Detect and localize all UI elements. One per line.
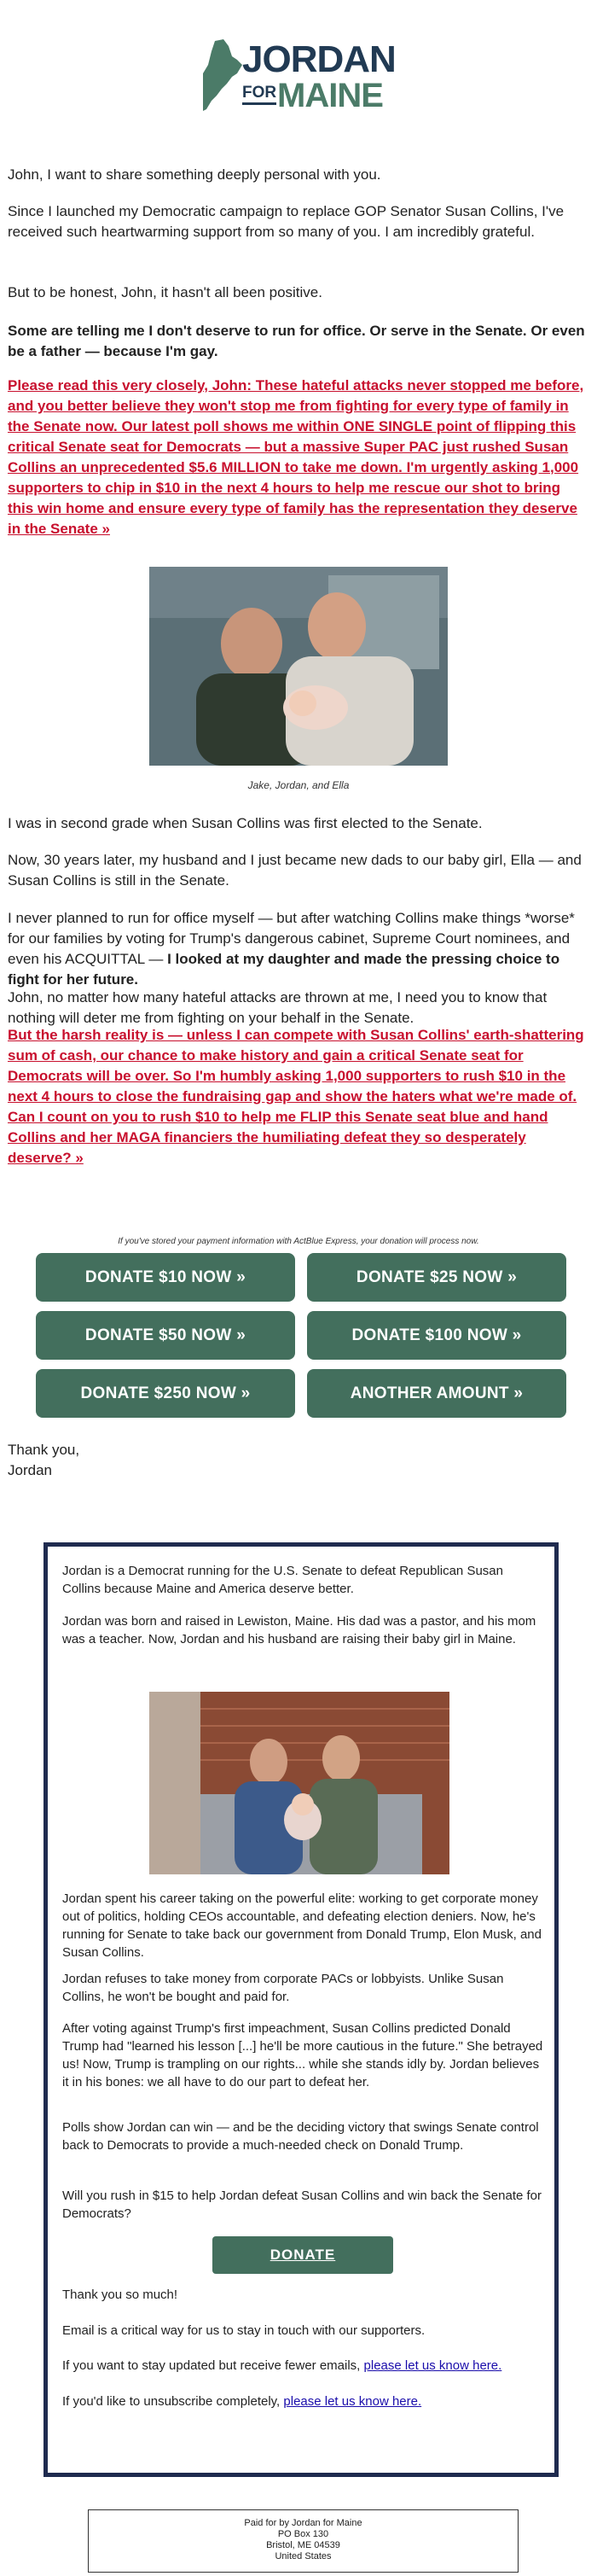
intro-greeting: John, I want to share something deeply personal with you. xyxy=(8,166,381,183)
body-paragraph-8-bold: I looked at my daughter and made the pressing choice to fight for her future. xyxy=(8,951,560,988)
signoff-thanks: Thank you, xyxy=(8,1442,80,1458)
paid-for-line-2: PO Box 130 xyxy=(277,2529,329,2539)
logo-maine: MAINE xyxy=(277,77,383,114)
about-paragraph-7: Will you rush in $15 to help Jordan defeat Susan Collins and win back the Senate for Democrats? xyxy=(62,2188,542,2221)
intro-cta-paragraph xyxy=(8,376,589,539)
about-thanks: Thank you so much! xyxy=(62,2288,178,2302)
fewer-emails-note xyxy=(62,2357,545,2375)
body-cta-link[interactable]: But the harsh reality is — unless I can compete with Susan Collins' earth-shattering sum of cash, our chance to make history and gain a critical Senate seat for Democrats will be over. So I'm humbly asking 1,000 supporters to rush $10 in the next 4 hours to close the fundraising gap and show the haters what we're made of. Can I count on you to rush $10 to help me FLIP this Senate seat blue and hand Collins and her MAGA financiers the humiliating defeat they so desperately deserve? » xyxy=(8,1027,584,1166)
about-email-note: Email is a critical way for us to stay in touch with our supporters. xyxy=(62,2323,426,2338)
unsubscribe-link[interactable]: please let us know here. xyxy=(283,2394,422,2409)
paid-for-line-1: Paid for by Jordan for Maine xyxy=(244,2518,362,2528)
about-paragraph-4: Jordan refuses to take money from corporate PACs or lobbyists. Unlike Susan Collins, he won't be bought and paid for. xyxy=(62,1972,504,2004)
donate-250-button[interactable]: DONATE $250 NOW » xyxy=(36,1369,295,1418)
intro-paragraph-3: But to be honest, John, it hasn't all been positive. xyxy=(8,284,322,300)
donate-button[interactable]: DONATE xyxy=(212,2236,393,2274)
logo-jordan: JORDAN xyxy=(242,38,396,80)
fewer-emails-link[interactable]: please let us know here. xyxy=(363,2358,502,2373)
body-cta-paragraph xyxy=(8,1025,589,1169)
body-paragraph-8 xyxy=(8,908,589,990)
about-paragraph-6: Polls show Jordan can win — and be the deciding victory that swings Senate control back to Democrats to provide a much-needed check on Donald Trump. xyxy=(62,2120,539,2153)
donate-50-button[interactable]: DONATE $50 NOW » xyxy=(36,1311,295,1360)
family-photo-2 xyxy=(149,1692,449,1874)
paid-for-line-4: United States xyxy=(275,2551,332,2561)
body-paragraph-8-text: I never planned to run for office myself — but after watching Collins make things *worse* for our families by voting for Trump's dangerous cabinet, Supreme Court nominees, and even his ACQUITTAL — xyxy=(8,910,575,967)
fewer-emails-text: If you want to stay updated but receive fewer emails, xyxy=(62,2358,364,2373)
photo-caption: Jake, Jordan, and Ella xyxy=(247,779,350,791)
about-paragraph-1: Jordan is a Democrat running for the U.S. Senate to defeat Republican Susan Collins because Maine and America deserve better. xyxy=(62,1564,503,1596)
donate-10-button[interactable]: DONATE $10 NOW » xyxy=(36,1253,295,1302)
intro-paragraph-2: Since I launched my Democratic campaign to replace GOP Senator Susan Collins, I've received such heartwarming support from so many of you. I am incredibly grateful. xyxy=(8,203,565,240)
actblue-note: If you've stored your payment information with ActBlue Express, your donation will process now. xyxy=(118,1237,479,1246)
donate-100-button[interactable]: DONATE $100 NOW » xyxy=(307,1311,566,1360)
paid-for-box xyxy=(88,2509,519,2573)
donate-25-button[interactable]: DONATE $25 NOW » xyxy=(307,1253,566,1302)
body-paragraph-9: John, no matter how many hateful attacks are thrown at me, I need you to know that nothing will deter me from fighting on your behalf in the Senate. xyxy=(8,989,548,1026)
unsubscribe-note xyxy=(62,2392,545,2410)
about-paragraph-3: Jordan spent his career taking on the powerful elite: working to get corporate money out of politics, holding CEOs accountable, and defeating election deniers. Now, he's running for Senate to take back our government from Donald Trump, Elon Musk, and Susan Collins. xyxy=(62,1891,542,1960)
about-paragraph-2: Jordan was born and raised in Lewiston, Maine. His dad was a pastor, and his mom was a teacher. Now, Jordan and his husband are raising their baby girl in Maine. xyxy=(62,1614,536,1646)
maine-state-icon xyxy=(203,39,242,113)
another-amount-button[interactable]: ANOTHER AMOUNT » xyxy=(307,1369,566,1418)
intro-cta-link[interactable]: Please read this very closely, John: These hateful attacks never stopped me before, and you better believe they won't stop me from fighting for every type of family in the Senate now. Our latest poll shows me within ONE SINGLE point of flipping this critical Senate seat for Democrats — but a massive Super PAC just rushed Susan Collins an unprecedented $5.6 MILLION to take me down. I'm urgently asking 1,000 supporters to chip in $10 in the next 4 hours to help me rescue our shot to bring this win home and ensure every type of family has the representation they deserve in the Senate » xyxy=(8,377,584,537)
body-paragraph-6: I was in second grade when Susan Collins was first elected to the Senate. xyxy=(8,815,483,831)
about-paragraph-5: After voting against Trump's first impeachment, Susan Collins predicted Donald Trump had "learned his lesson [...] he'll be more cautious in the future." She betrayed us! Now, Trump is trampling on our rights... while she stands idly by. Jordan believes it in his bones: we all have to do our part to defeat her. xyxy=(62,2021,543,2089)
unsubscribe-text: If you'd like to unsubscribe completely, xyxy=(62,2394,284,2409)
logo xyxy=(0,0,597,154)
intro-paragraph-4: Some are telling me I don't deserve to run for office. Or serve in the Senate. Or even be a father — because I'm gay. xyxy=(8,323,585,359)
family-photo xyxy=(149,567,448,766)
paid-for-line-3: Bristol, ME 04539 xyxy=(266,2540,340,2550)
logo-for: FOR xyxy=(242,84,276,105)
signoff-name: Jordan xyxy=(8,1462,52,1478)
body-paragraph-7: Now, 30 years later, my husband and I just became new dads to our baby girl, Ella — and Susan Collins is still in the Senate. xyxy=(8,852,582,889)
